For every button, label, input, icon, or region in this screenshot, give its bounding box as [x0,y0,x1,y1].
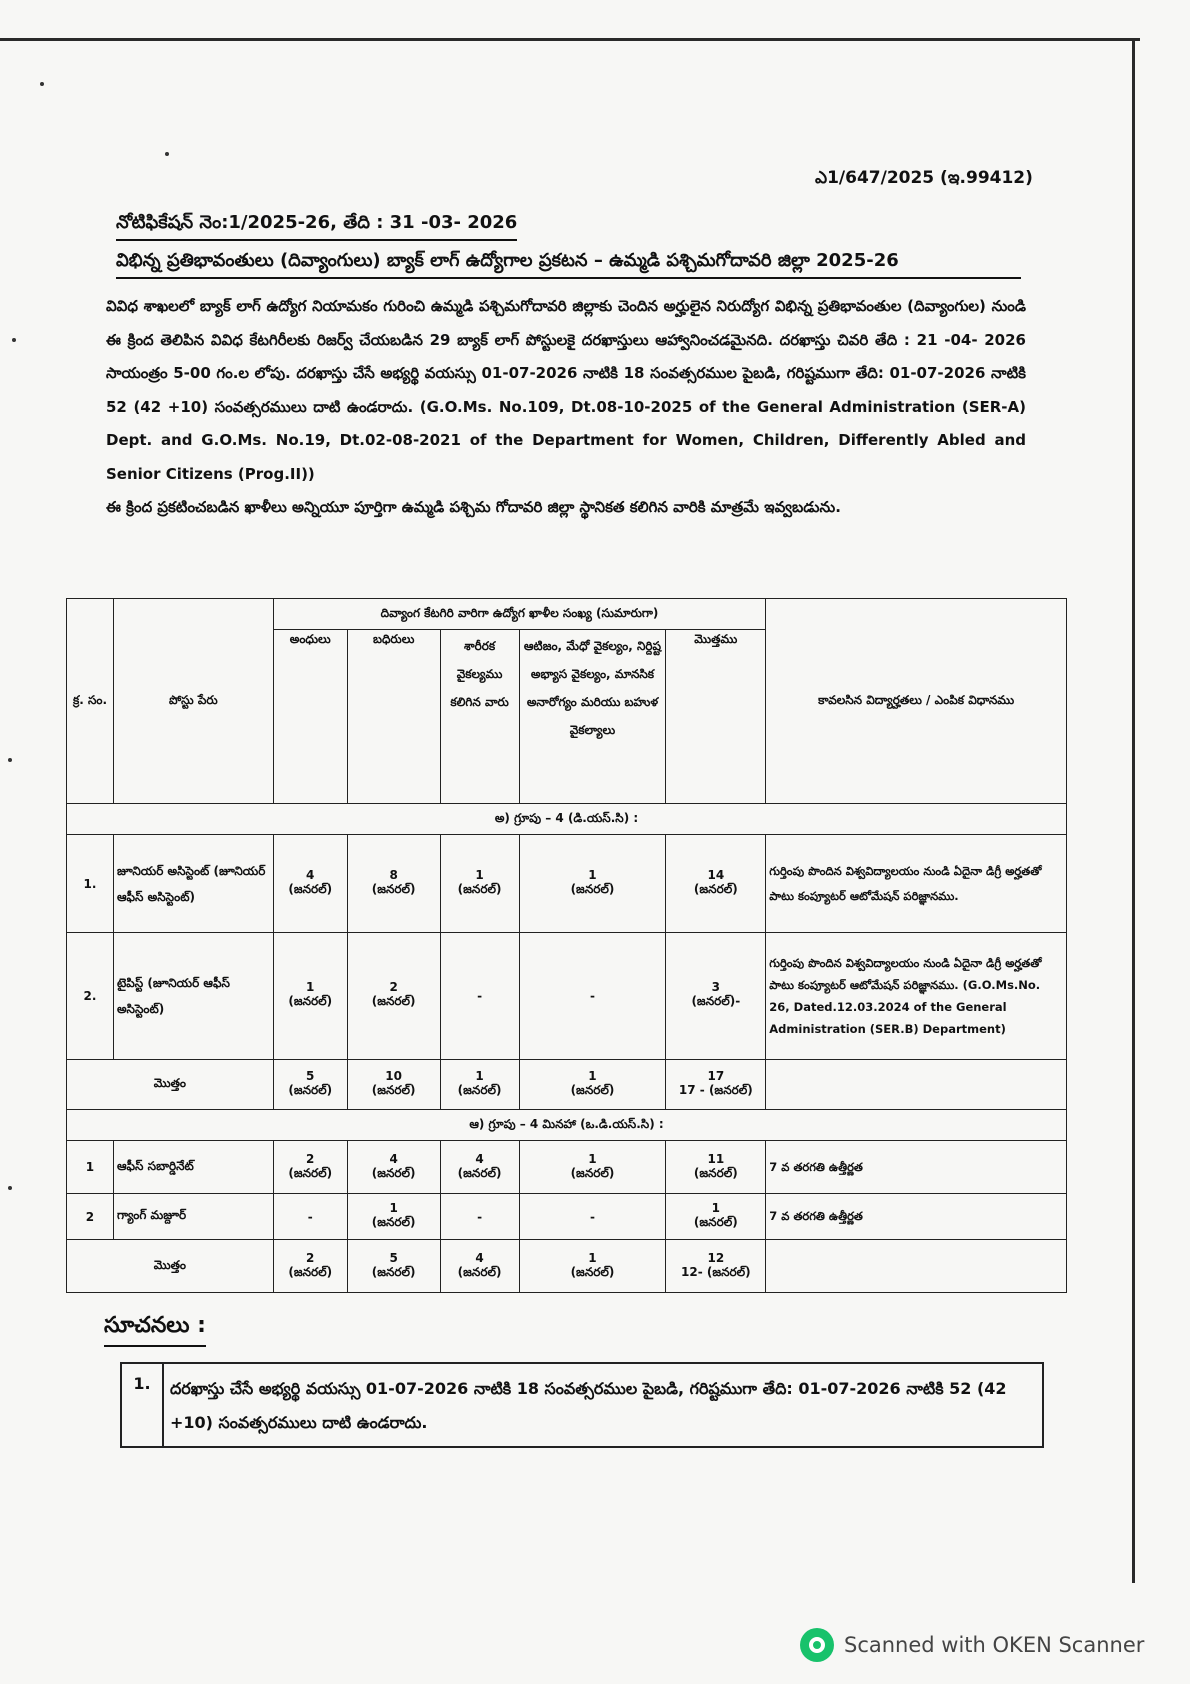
col-physical-header: శారీరక వైకల్యము కలిగిన వారు [440,630,519,804]
row-post-name: టైపిస్ట్ (జూనియర్ ఆఫీస్ అసిస్టెంట్) [113,933,273,1059]
table-row [67,1193,1067,1239]
group-b-label: ఆ) గ్రూపు – 4 మినహా (ఒ.డి.యస్.సి) : [67,1110,1067,1141]
subtotal-qualification-empty [766,1240,1067,1293]
row-autism-count: - [519,933,666,1059]
local-note: ఈ క్రింద ప్రకటించబడిన ఖాళీలు అన్నియూ పూర్తిగా ఉమ్మడి పశ్చిమ గోదావరి జిల్లా స్థానికత కలిగిన వారికి మాత్రమే ఇవ్వబడును. [106,498,841,516]
subtotal-deaf: 5 (జనరల్) [347,1240,440,1293]
oken-scanner-logo-icon [800,1628,834,1662]
notification-number: నోటిఫికేషన్ నెం:1/2025-26, తేది : 31 -03- 2026 [116,212,517,241]
row-total-count: 11 (జనరల్) [666,1141,766,1194]
subtotal-label: మొత్తం [67,1240,274,1293]
row-deaf-count: 4 (జనరల్) [347,1141,440,1194]
row-autism-count: 1 (జనరల్) [519,1141,666,1194]
row-autism-count: - [519,1193,666,1239]
col-qualification-header: కావలసిన విద్యార్హతలు / ఎంపిక విధానము [766,599,1067,804]
col-deaf-header: బధిరులు [347,630,440,804]
vacancy-table [66,598,1067,1293]
scanner-watermark [800,1628,1144,1662]
group-b-row [67,1110,1067,1141]
row-qualification: 7 వ తరగతి ఉత్తీర్ణత [766,1193,1067,1239]
col-sno-header: క్ర. సం. [67,599,114,804]
row-qualification: 7 వ తరగతి ఉత్తీర్ణత [766,1141,1067,1194]
row-qualification: గుర్తింపు పొందిన విశ్వవిద్యాలయం నుండి ఏదైనా డిగ్రీ అర్హతతో పాటు కంప్యూటర్ ఆటోమేషన్ పరిజ్ఞానము. (G.O.Ms.No. 26, Dated.12.03.2024 of the General Administration (SER.B) Department) [766,933,1067,1059]
row-deaf-count: 2 (జనరల్) [347,933,440,1059]
notes-title: సూచనలు : [104,1313,206,1347]
subtotal-label: మొత్తం [67,1059,274,1110]
row-post-name: ఆఫీస్ సబార్డినేట్ [113,1141,273,1194]
row-blind-count: 1 (జనరల్) [273,933,347,1059]
scan-speck [8,758,12,762]
subtotal-autism: 1 (జనరల్) [519,1059,666,1110]
page-title: విభిన్న ప్రతిభావంతులు (దివ్యాంగులు) బ్యాక్ లాగ్ ఉద్యోగాల ప్రకటన – ఉమ్మడి పశ్చిమగోదావరి జిల్లా 2025-26 [116,250,1021,279]
row-sno: 1. [67,835,114,933]
subtotal-autism: 1 (జనరల్) [519,1240,666,1293]
row-sno: 2 [67,1193,114,1239]
col-autism-header: ఆటిజం, మేధో వైకల్యం, నిర్దిష్ట అభ్యాస వైకల్యం, మానసిక అనారోగ్యం మరియు బహుళ వైకల్యాలు [519,630,666,804]
subtotal-blind: 2 (జనరల్) [273,1240,347,1293]
note-text: దరఖాస్తు చేసే అభ్యర్థి వయస్సు 01-07-2026 నాటికి 18 సంవత్సరముల పైబడి, గరిష్టముగా తేది: 01-07-2026 నాటికి 52 (42 +10) సంవత్సరములు దాటి ఉండరాదు. [170,1379,1007,1432]
row-physical-count: - [440,1193,519,1239]
row-sno: 1 [67,1141,114,1194]
row-blind-count: 2 (జనరల్) [273,1141,347,1194]
table-row [67,1141,1067,1194]
row-blind-count: - [273,1193,347,1239]
row-blind-count: 4 (జనరల్) [273,835,347,933]
reference-number: ఎ1/647/2025 (ఇ.99412) [815,168,1033,188]
scan-page-edge-top [0,38,1140,41]
row-post-name: గ్యాంగ్ మజ్దూర్ [113,1193,273,1239]
col-blind-header: అంధులు [273,630,347,804]
note-number: 1. [122,1364,164,1446]
row-deaf-count: 1 (జనరల్) [347,1193,440,1239]
subtotal-total: 12 12- (జనరల్) [666,1240,766,1293]
intro-section [106,290,1026,525]
table-row [67,835,1067,933]
col-category-group-header: దివ్యాంగ కేటగిరి వారిగా ఉద్యోగ ఖాళీల సంఖ్య (సుమారుగా) [273,599,766,630]
row-sno: 2. [67,933,114,1059]
watermark-text: Scanned with OKEN Scanner [844,1633,1145,1657]
subtotal-physical: 1 (జనరల్) [440,1059,519,1110]
scan-speck [8,1186,12,1190]
row-post-name: జూనియర్ అసిస్టెంట్ (జూనియర్ ఆఫీస్ అసిస్టెంట్) [113,835,273,933]
subtotal-qualification-empty [766,1059,1067,1110]
scan-speck [165,152,169,156]
subtotal-physical: 4 (జనరల్) [440,1240,519,1293]
note-item [120,1362,1044,1448]
scan-speck [40,82,44,86]
subtotal-total: 17 17 - (జనరల్) [666,1059,766,1110]
row-qualification: గుర్తింపు పొందిన విశ్వవిద్యాలయం నుండి ఏదైనా డిగ్రీ అర్హతతో పాటు కంప్యూటర్ ఆటోమేషన్ పరిజ్ఞానము. [766,835,1067,933]
row-autism-count: 1 (జనరల్) [519,835,666,933]
row-deaf-count: 8 (జనరల్) [347,835,440,933]
intro-paragraph: వివిధ శాఖలలో బ్యాక్ లాగ్ ఉద్యోగ నియామకం గురించి ఉమ్మడి పశ్చిమగోదావరి జిల్లాకు చెందిన అర్హులైన నిరుద్యోగ విభిన్న ప్రతిభావంతుల (దివ్యాంగుల) నుండి ఈ క్రింద తెలిపిన వివిధ కేటగిరీలకు రిజర్వ్ చేయబడిన 29 బ్యాక్ లాగ్ పోస్టులకై దరఖాస్తులు ఆహ్వానించడమైనది. దరఖాస్తు చివరి తేది : 21 -04- 2026 సాయంత్రం 5-00 గం.ల లోపు. దరఖాస్తు చేసే అభ్యర్థి వయస్సు 01-07-2026 నాటికి 18 సంవత్సరముల పైబడి, గరిష్టముగా తేది: 01-07-2026 నాటికి 52 (42 +10) సంవత్సరములు దాటి ఉండరాదు. (G.O.Ms. No.109, Dt.08-10-2025 of the General Administration (SER-A) Dept. and G.O.Ms. No.19, Dt.02-08-2021 of the Department for Women, Children, Differently Abled and Senior Citizens (Prog.II)) [106,297,1026,483]
scan-page-edge-right [1132,38,1135,1583]
row-total-count: 14 (జనరల్) [666,835,766,933]
row-physical-count: 4 (జనరల్) [440,1141,519,1194]
row-total-count: 3 (జనరల్)- [666,933,766,1059]
row-total-count: 1 (జనరల్) [666,1193,766,1239]
row-physical-count: - [440,933,519,1059]
col-total-header: మొత్తము [666,630,766,804]
subtotal-row [67,1059,1067,1110]
subtotal-deaf: 10 (జనరల్) [347,1059,440,1110]
table-header-row [67,599,1067,630]
subtotal-row [67,1240,1067,1293]
group-a-row [67,804,1067,835]
group-a-label: అ) గ్రూపు – 4 (డి.యస్.సి) : [67,804,1067,835]
subtotal-blind: 5 (జనరల్) [273,1059,347,1110]
col-post-header: పోస్టు పేరు [113,599,273,804]
scan-speck [12,338,16,342]
row-physical-count: 1 (జనరల్) [440,835,519,933]
table-row [67,933,1067,1059]
